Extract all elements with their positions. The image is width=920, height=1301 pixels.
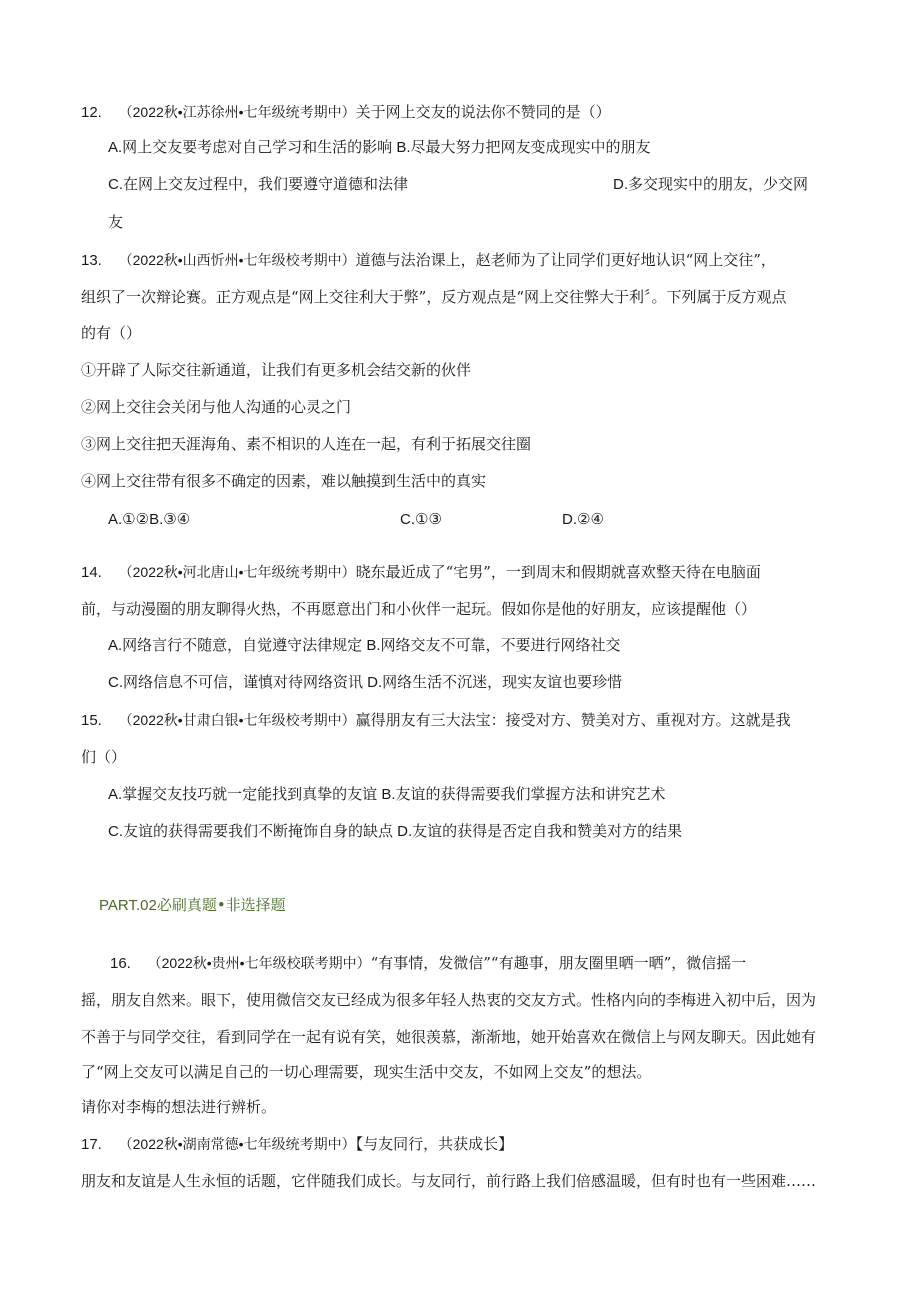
question-source: （2022秋•贵州•七年级校联考期中） xyxy=(147,955,371,971)
question-number: 15. xyxy=(81,712,102,729)
option-a-b-line: A.掌握交友技巧就一定能找到真挚的友谊 B.友谊的获得需要我们掌握方法和讲究艺术 xyxy=(108,786,666,803)
question-source: （2022秋•湖南常德•七年级统考期中） xyxy=(118,1136,356,1152)
question-14-header xyxy=(81,562,761,583)
question-source: （2022秋•河北唐山•七年级统考期中） xyxy=(118,564,356,580)
question-number: 16. xyxy=(110,955,131,972)
option-d-continuation: 友 xyxy=(108,213,124,231)
option-a-b: A.①②B.③④ xyxy=(108,511,191,528)
statement-1: ①开辟了人际交往新通道，让我们有更多机会结交新的伙伴 xyxy=(81,361,472,379)
option-a-b-line: A.网络言行不随意，自觉遵守法律规定 B.网络交友不可靠，不要进行网络社交 xyxy=(108,637,621,654)
question-source: （2022秋•甘肃白银•七年级校考期中） xyxy=(118,712,356,728)
question-stem: “有事情，发微信”“有趣事，朋友圈里晒一晒”，微信摇一 xyxy=(370,954,747,972)
question-stem: 关于网上交友的说法你不赞同的是（） xyxy=(355,103,611,121)
statement-3: ③网上交往把天涯海角、素不相识的人连在一起，有利于拓展交往圈 xyxy=(81,435,532,453)
question-heading: 【与友同行，共获成长】 xyxy=(355,1135,514,1153)
question-16-header xyxy=(110,953,746,974)
question-number: 13. xyxy=(81,252,102,269)
option-c: C.在网上交友过程中，我们要遵守道德和法律 xyxy=(108,176,409,193)
section-code: PART.02 xyxy=(99,897,157,914)
question-number: 12. xyxy=(81,104,102,121)
question-stem-line: 们（） xyxy=(81,748,127,766)
option-a: A.网上交友要考虑对自己学习和生活的影响 xyxy=(108,139,393,156)
option-d: D.②④ xyxy=(562,511,604,528)
option-b: B.尽最大努力把网友变成现实中的朋友 xyxy=(396,139,651,156)
question-stem-line: 不善于与同学交往，看到同学在一起有说有笑，她很羡慕，渐渐地，她开始喜欢在微信上与网友聊天。因此她有 xyxy=(81,1028,817,1046)
question-stem: 赢得朋友有三大法宝：接受对方、赞美对方、重视对方。这就是我 xyxy=(355,711,791,729)
question-source: （2022秋•江苏徐州•七年级统考期中） xyxy=(118,104,356,120)
question-stem-line: 前，与动漫圈的朋友聊得火热，不再愿意出门和小伙伴一起玩。假如你是他的好朋友，应该提醒他（） xyxy=(81,600,757,618)
question-stem-line: 摇，朋友自然来。眼下，使用微信交友已经成为很多年轻人热衷的交友方式。性格内向的李梅进入初中后，因为 xyxy=(81,991,817,1009)
question-stem: 晓东最近成了“宅男”，一到周末和假期就喜欢整天待在电脑面 xyxy=(355,563,761,581)
option-c: C.①③ xyxy=(400,511,442,528)
question-12-header xyxy=(81,102,611,123)
option-a-b-line xyxy=(108,138,651,158)
question-stem-line: 朋友和友谊是人生永恒的话题，它伴随我们成长。与友同行，前行路上我们倍感温暖，但有时也有一些困难…… xyxy=(81,1172,817,1190)
section-title: 必刷真题•非选择题 xyxy=(156,896,286,914)
option-c-d-line: C.友谊的获得需要我们不断掩饰自身的缺点 D.友谊的获得是否定自我和赞美对方的结果 xyxy=(108,823,683,840)
question-17-header xyxy=(81,1134,513,1155)
question-number: 14. xyxy=(81,564,102,581)
question-number: 17. xyxy=(81,1136,102,1153)
option-d: D.多交现实中的朋友，少交网 xyxy=(613,176,809,193)
question-15-header xyxy=(81,710,791,731)
question-task: 请你对李梅的想法进行辨析。 xyxy=(81,1098,277,1116)
question-stem: 道德与法治课上，赵老师为了让同学们更好地认识“网上交往”， xyxy=(355,251,776,269)
question-stem-line: 的有（） xyxy=(81,324,142,342)
question-stem-line: 了“网上交友可以满足自己的一切心理需要，现实生活中交友，不如网上交友”的想法。 xyxy=(81,1063,652,1081)
statement-4: ④网上交往带有很多不确定的因素，难以触摸到生活中的真实 xyxy=(81,472,487,490)
question-13-header xyxy=(81,250,776,271)
question-stem-line: 组织了一次辩论赛。正方观点是“网上交往利大于弊”，反方观点是“网上交往弊大于利〞。下列属于反方观点 xyxy=(81,288,787,306)
question-source: （2022秋•山西忻州•七年级校考期中） xyxy=(118,252,356,268)
section-heading xyxy=(99,894,286,915)
option-c-d-line: C.网络信息不可信，谨慎对待网络资讯 D.网络生活不沉迷，现实友谊也要珍惜 xyxy=(108,674,623,691)
statement-2: ②网上交往会关闭与他人沟通的心灵之门 xyxy=(81,398,352,416)
